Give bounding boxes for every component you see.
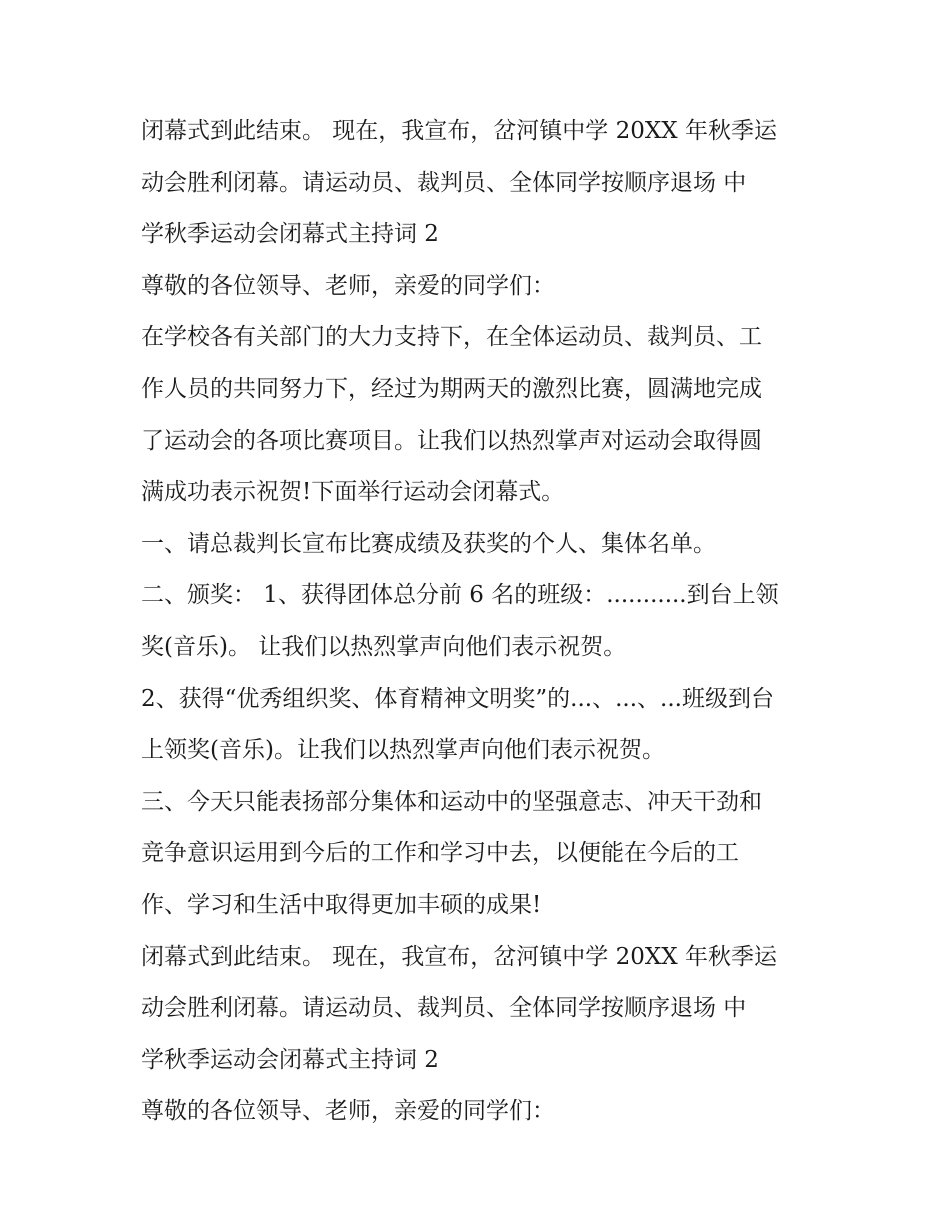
text-line: 奖(音乐)。 让我们以热烈掌声向他们表示祝贺。 <box>141 633 627 660</box>
text-line: 学秋季运动会闭幕式主持词 2 <box>141 221 439 248</box>
text-line: 尊敬的各位领导、老师，亲爱的同学们： <box>141 272 555 299</box>
text-line: 满成功表示祝贺!下面举行运动会闭幕式。 <box>141 479 565 506</box>
document-body <box>141 106 831 1138</box>
text-line: 三、今天只能表扬部分集体和运动中的坚强意志、冲天干劲和 <box>141 788 762 815</box>
text-line: 在学校各有关部门的大力支持下，在全体运动员、裁判员、工 <box>141 324 762 351</box>
text-line: 闭幕式到此结束。 现在，我宣布，岔河镇中学 20XX 年秋季运 <box>141 943 777 970</box>
text-line: 动会胜利闭幕。请运动员、裁判员、全体同学按顺序退场 中 <box>141 995 747 1022</box>
text-line: 作、学习和生活中取得更加丰硕的成果! <box>141 891 542 918</box>
text-line: 了运动会的各项比赛项目。让我们以热烈掌声对运动会取得圆 <box>141 427 762 454</box>
text-line: 动会胜利闭幕。请运动员、裁判员、全体同学按顺序退场 中 <box>141 169 747 196</box>
text-line: 尊敬的各位领导、老师，亲爱的同学们： <box>141 1098 555 1125</box>
text-line: 学秋季运动会闭幕式主持词 2 <box>141 1046 439 1073</box>
text-line: 2、获得“优秀组织奖、体育精神文明奖”的...、...、...班级到台 <box>141 685 774 712</box>
text-line: 作人员的共同努力下，经过为期两天的激烈比赛，圆满地完成 <box>141 375 762 402</box>
text-line: 竞争意识运用到今后的工作和学习中去，以便能在今后的工 <box>141 840 739 867</box>
text-line: 闭幕式到此结束。 现在，我宣布，岔河镇中学 20XX 年秋季运 <box>141 118 777 144</box>
text-line: 一、请总裁判长宣布比赛成绩及获奖的个人、集体名单。 <box>141 530 716 557</box>
text-line: 二、颁奖： 1、获得团体总分前 6 名的班级：...........到台上领 <box>141 582 779 609</box>
text-line: 上领奖(音乐)。让我们以热烈掌声向他们表示祝贺。 <box>141 737 665 764</box>
